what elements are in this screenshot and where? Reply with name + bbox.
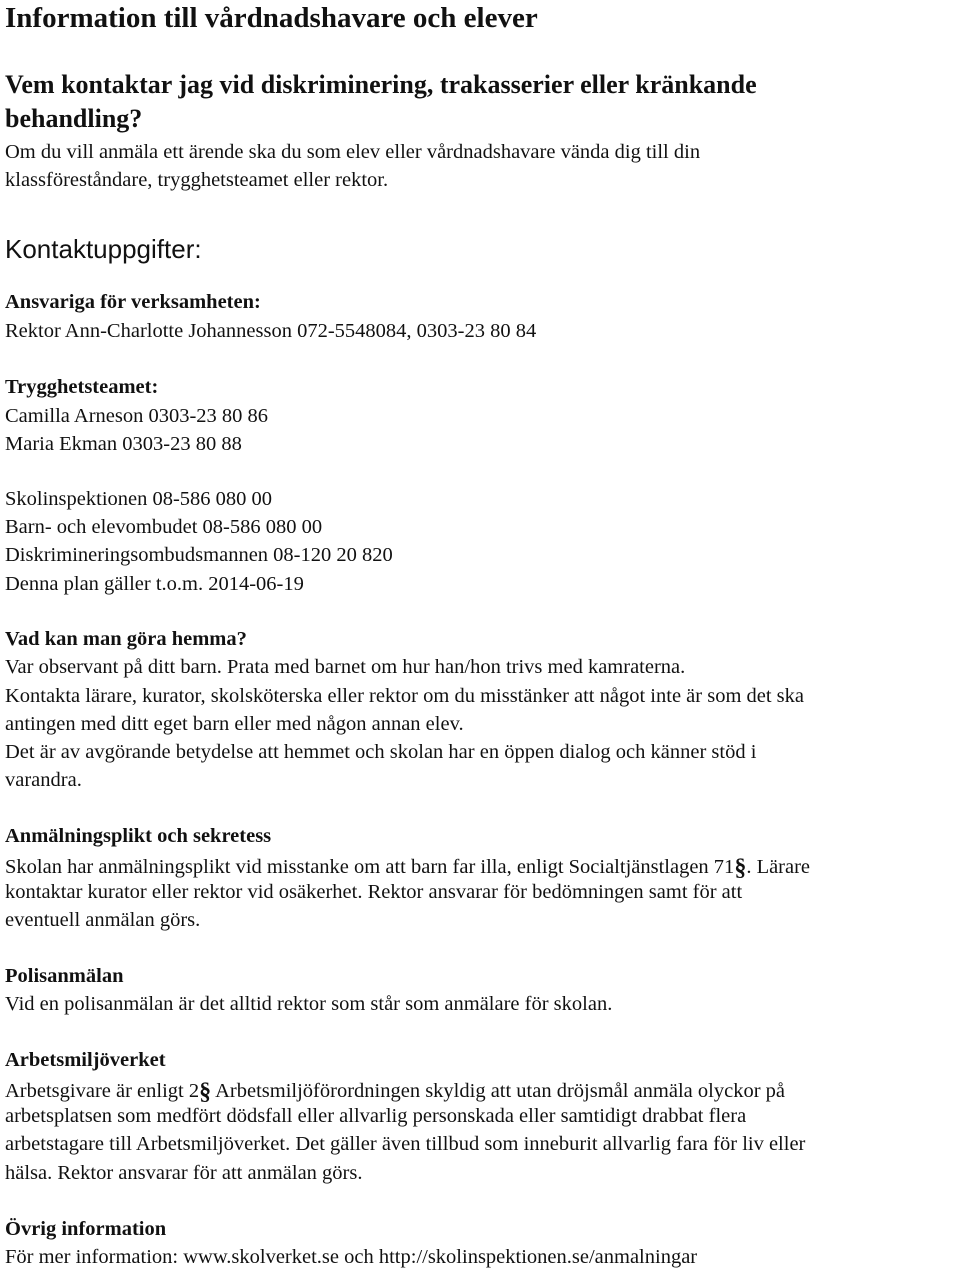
home-line2: Kontakta lärare, kurator, skolsköterska eller rektor om du misstänker att något inte är som det ska: [5, 685, 805, 707]
home-line5: varandra.: [5, 769, 82, 791]
work-env-line4: hälsa. Rektor ansvarar för att anmälan görs.: [5, 1162, 363, 1184]
work-env-line3: arbetstagare till Arbetsmiljöverket. Det gäller även tillbud som inneburit allvarlig fara för liv eller: [5, 1133, 806, 1155]
responsible-line: Rektor Ann-Charlotte Johannesson 072-5548084, 0303-23 80 84: [5, 320, 537, 342]
home-heading: Vad kan man göra hemma?: [5, 628, 247, 650]
safety-team-line2: Maria Ekman 0303-23 80 88: [5, 433, 242, 455]
contact-question-heading-line1: Vem kontaktar jag vid diskriminering, trakasserier eller kränkande: [5, 70, 757, 99]
duty-line3: eventuell anmälan görs.: [5, 909, 201, 931]
other-line1: För mer information: www.skolverket.se och http://skolinspektionen.se/anmalningar: [5, 1246, 698, 1268]
plan-validity: Denna plan gäller t.o.m. 2014-06-19: [5, 573, 304, 595]
contact-question-heading-line2: behandling?: [5, 104, 143, 133]
work-env-line1: [5, 1078, 785, 1105]
duty-line1-text: Skolan har anmälningsplikt vid misstanke om att barn far illa, enligt Socialtjänstlagen 71: [5, 856, 735, 878]
contact-question-text-line2: klassföreståndare, trygghetsteamet eller rektor.: [5, 169, 389, 191]
work-env-line2: arbetsplatsen som medfört dödsfall eller allvarlig personskada eller samtidigt drabbat flera: [5, 1105, 747, 1127]
authority-line3: Diskrimineringsombudsmannen 08-120 20 820: [5, 544, 393, 566]
section-sign-icon: §: [199, 1079, 212, 1105]
work-env-heading: Arbetsmiljöverket: [5, 1049, 166, 1071]
responsible-heading: Ansvariga för verksamheten:: [5, 291, 261, 313]
safety-team-heading: Trygghetsteamet:: [5, 376, 159, 398]
page-title: Information till vårdnadshavare och elever: [5, 2, 538, 34]
police-line1: Vid en polisanmälan är det alltid rektor som står som anmälare för skolan.: [5, 993, 613, 1015]
home-line4: Det är av avgörande betydelse att hemmet och skolan har en öppen dialog och känner stöd i: [5, 741, 757, 763]
contacts-heading: Kontaktuppgifter:: [5, 234, 202, 264]
work-env-line1-rest: Arbetsmiljöförordningen skyldig att utan dröjsmål anmäla olyckor på: [215, 1080, 785, 1102]
safety-team-line1: Camilla Arneson 0303-23 80 86: [5, 405, 269, 427]
contact-question-text-line1: Om du vill anmäla ett ärende ska du som elev eller vårdnadshavare vända dig till din: [5, 141, 701, 163]
other-heading: Övrig information: [5, 1218, 167, 1240]
duty-line1: [5, 854, 811, 881]
work-env-line1-text: Arbetsgivare är enligt 2: [5, 1080, 200, 1102]
police-heading: Polisanmälan: [5, 965, 124, 987]
duty-line1-continuation: . Lärare: [746, 856, 811, 878]
duty-heading: Anmälningsplikt och sekretess: [5, 825, 272, 847]
duty-line2: kontaktar kurator eller rektor vid osäkerhet. Rektor ansvarar för bedömningen samt för att: [5, 881, 743, 903]
authority-line2: Barn- och elevombudet 08-586 080 00: [5, 516, 323, 538]
section-sign-icon: §: [734, 855, 747, 881]
home-line1: Var observant på ditt barn. Prata med barnet om hur han/hon trivs med kamraterna.: [5, 656, 686, 678]
home-line3: antingen med ditt eget barn eller med någon annan elev.: [5, 713, 464, 735]
authority-line1: Skolinspektionen 08-586 080 00: [5, 488, 273, 510]
